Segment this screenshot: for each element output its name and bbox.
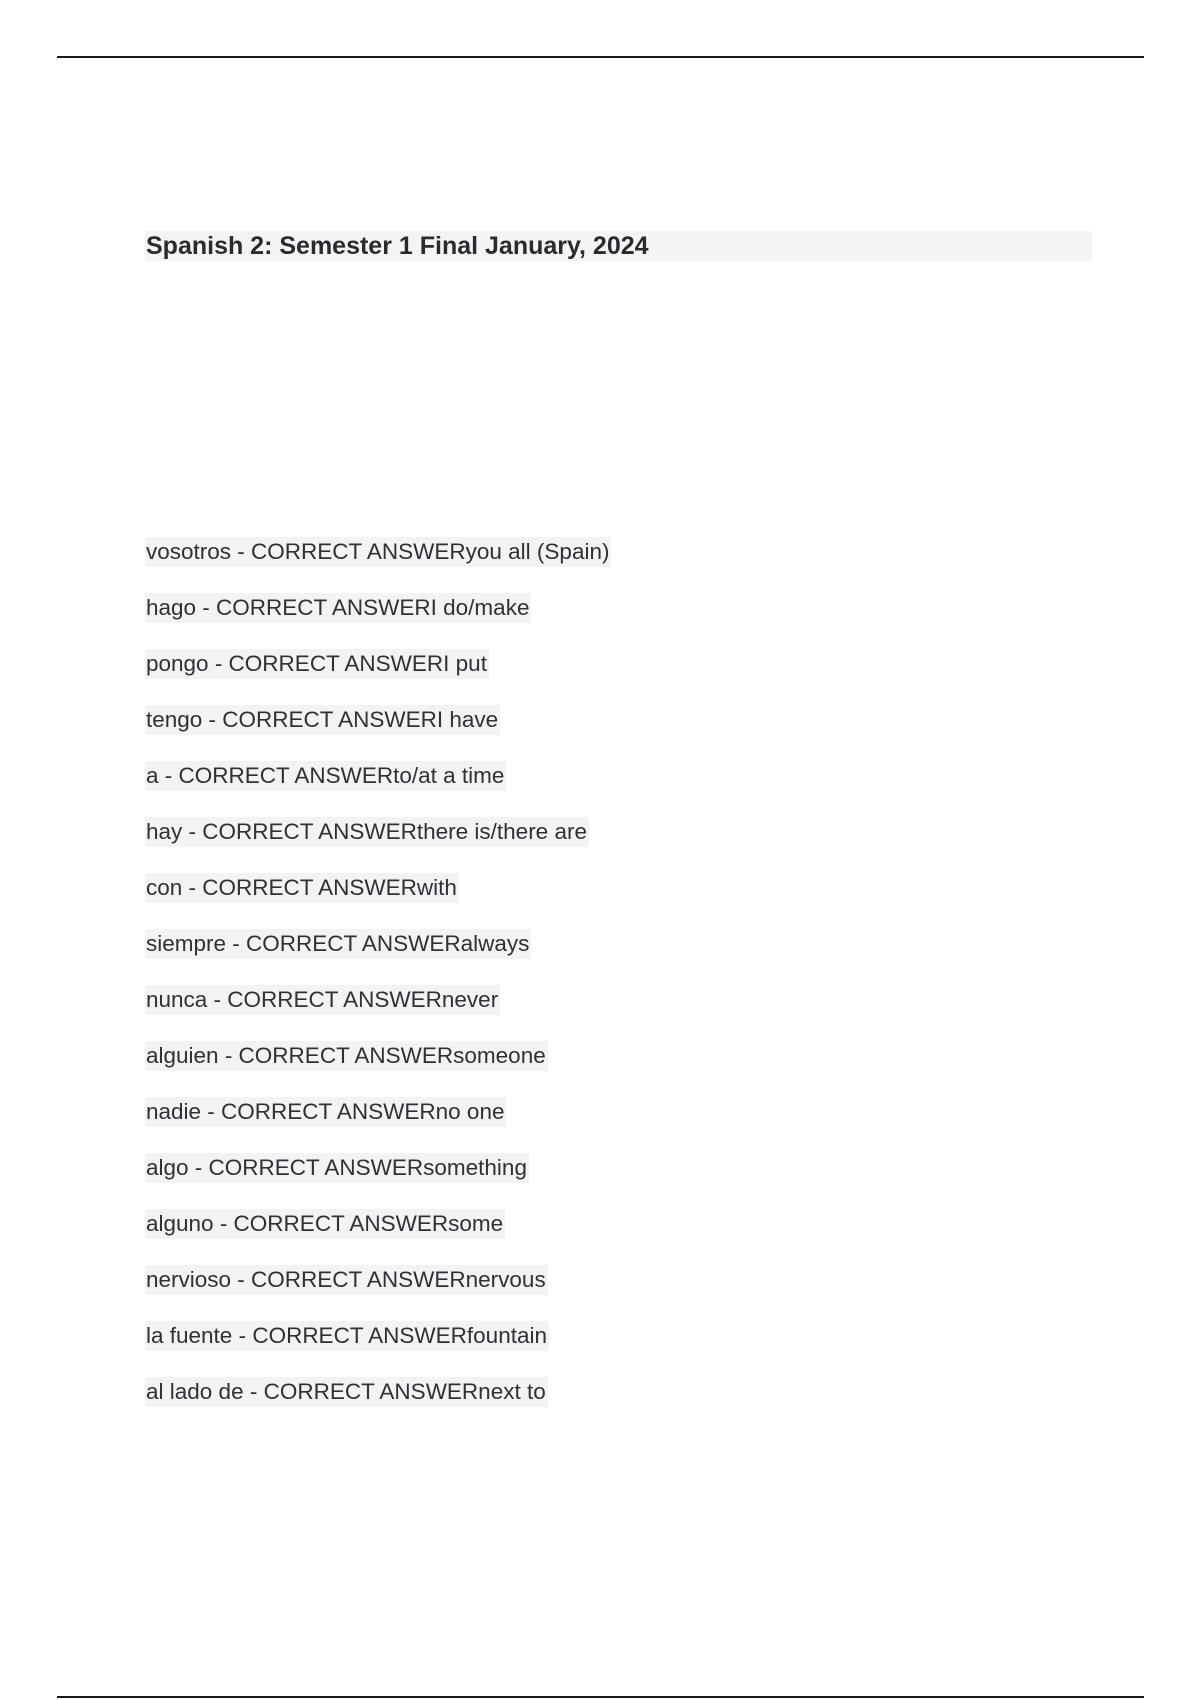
list-item [145,1321,611,1377]
footer-divider [57,1696,1144,1698]
list-item [145,761,611,817]
list-item [145,817,611,873]
vocabulary-entry: tengo - CORRECT ANSWERI have [145,705,500,735]
list-item [145,1265,611,1321]
vocabulary-entry: nervioso - CORRECT ANSWERnervous [145,1265,548,1295]
vocabulary-list [145,537,611,1433]
list-item [145,873,611,929]
list-item [145,1097,611,1153]
vocabulary-entry: a - CORRECT ANSWERto/at a time [145,761,506,791]
vocabulary-entry: siempre - CORRECT ANSWERalways [145,929,531,959]
vocabulary-entry: algo - CORRECT ANSWERsomething [145,1153,529,1183]
vocabulary-entry: la fuente - CORRECT ANSWERfountain [145,1321,549,1351]
document-title: Spanish 2: Semester 1 Final January, 2024 [146,232,649,260]
list-item [145,705,611,761]
vocabulary-entry: vosotros - CORRECT ANSWERyou all (Spain) [145,537,611,567]
vocabulary-entry: alguien - CORRECT ANSWERsomeone [145,1041,548,1071]
header-divider [57,56,1144,58]
list-item [145,537,611,593]
list-item [145,593,611,649]
list-item [145,1041,611,1097]
vocabulary-entry: con - CORRECT ANSWERwith [145,873,459,903]
list-item [145,1153,611,1209]
vocabulary-entry: al lado de - CORRECT ANSWERnext to [145,1377,548,1407]
vocabulary-entry: pongo - CORRECT ANSWERI put [145,649,489,679]
vocabulary-entry: nadie - CORRECT ANSWERno one [145,1097,506,1127]
list-item [145,1377,611,1433]
vocabulary-entry: hago - CORRECT ANSWERI do/make [145,593,531,623]
vocabulary-entry: alguno - CORRECT ANSWERsome [145,1209,505,1239]
list-item [145,649,611,705]
list-item [145,929,611,985]
list-item [145,1209,611,1265]
vocabulary-entry: nunca - CORRECT ANSWERnever [145,985,500,1015]
list-item [145,985,611,1041]
vocabulary-entry: hay - CORRECT ANSWERthere is/there are [145,817,589,847]
